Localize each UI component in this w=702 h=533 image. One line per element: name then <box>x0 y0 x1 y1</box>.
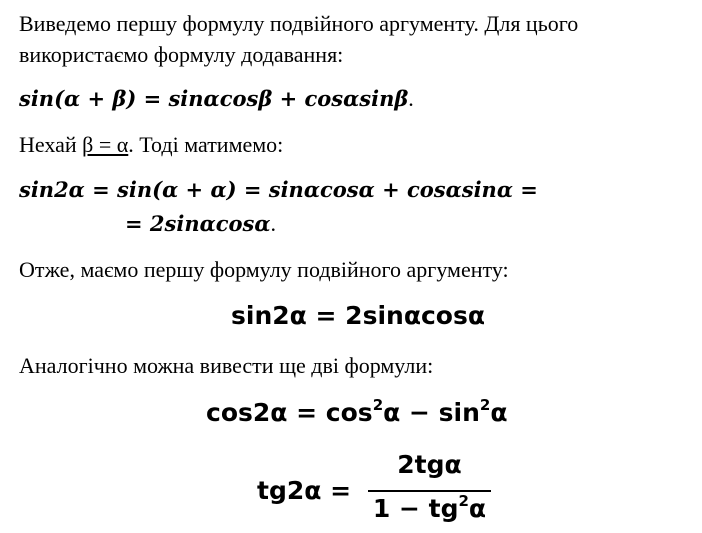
cos-double-part-c: α <box>490 398 508 427</box>
formula-sum-expression: sin(α + β) = sinαcosβ + cosαsinβ <box>19 86 409 111</box>
substitution-suffix: . Тоді матимемо: <box>128 132 284 157</box>
cos-squared-exponent: 2 <box>372 395 384 414</box>
paragraph-intro-line1: Виведемо першу формулу подвійного аргументу. Для цього <box>19 11 579 36</box>
formula-derivation-period: . <box>270 211 277 236</box>
formula-derivation-line1: sin2α = sin(α + α) = sinαcosα + cosαsinα = <box>19 177 538 202</box>
fraction-numerator: 2tgα <box>397 450 462 479</box>
denominator-part-b: α <box>468 494 487 523</box>
substitution-prefix: Нехай <box>19 132 83 157</box>
formula-sin-double: sin2α = 2sinαcosα <box>231 301 486 330</box>
paragraph-substitution <box>19 132 283 158</box>
sin-squared-exponent: 2 <box>479 395 491 414</box>
cos-double-part-a: cos2α = cos <box>206 398 373 427</box>
formula-cos-double <box>206 395 508 427</box>
paragraph-intro-line2: використаємо формулу додавання: <box>19 42 344 67</box>
tg-squared-exponent: 2 <box>458 491 469 510</box>
fraction-denominator <box>368 491 491 523</box>
formula-sum <box>19 86 414 112</box>
formula-derivation-line2 <box>125 211 276 237</box>
substitution-condition: β = α <box>82 132 129 157</box>
paragraph-analogous: Аналогічно можна вивести ще дві формули: <box>19 353 434 378</box>
denominator-part-a: 1 − tg <box>372 494 459 523</box>
cos-double-part-b: α − sin <box>383 398 480 427</box>
fraction-bar <box>368 490 491 492</box>
formula-derivation-result: = 2sinαcosα <box>125 211 271 236</box>
formula-tg-double-lhs: tg2α = <box>257 476 352 505</box>
paragraph-conclusion: Отже, маємо першу формулу подвійного аргументу: <box>19 257 509 282</box>
formula-sum-period: . <box>408 86 414 111</box>
